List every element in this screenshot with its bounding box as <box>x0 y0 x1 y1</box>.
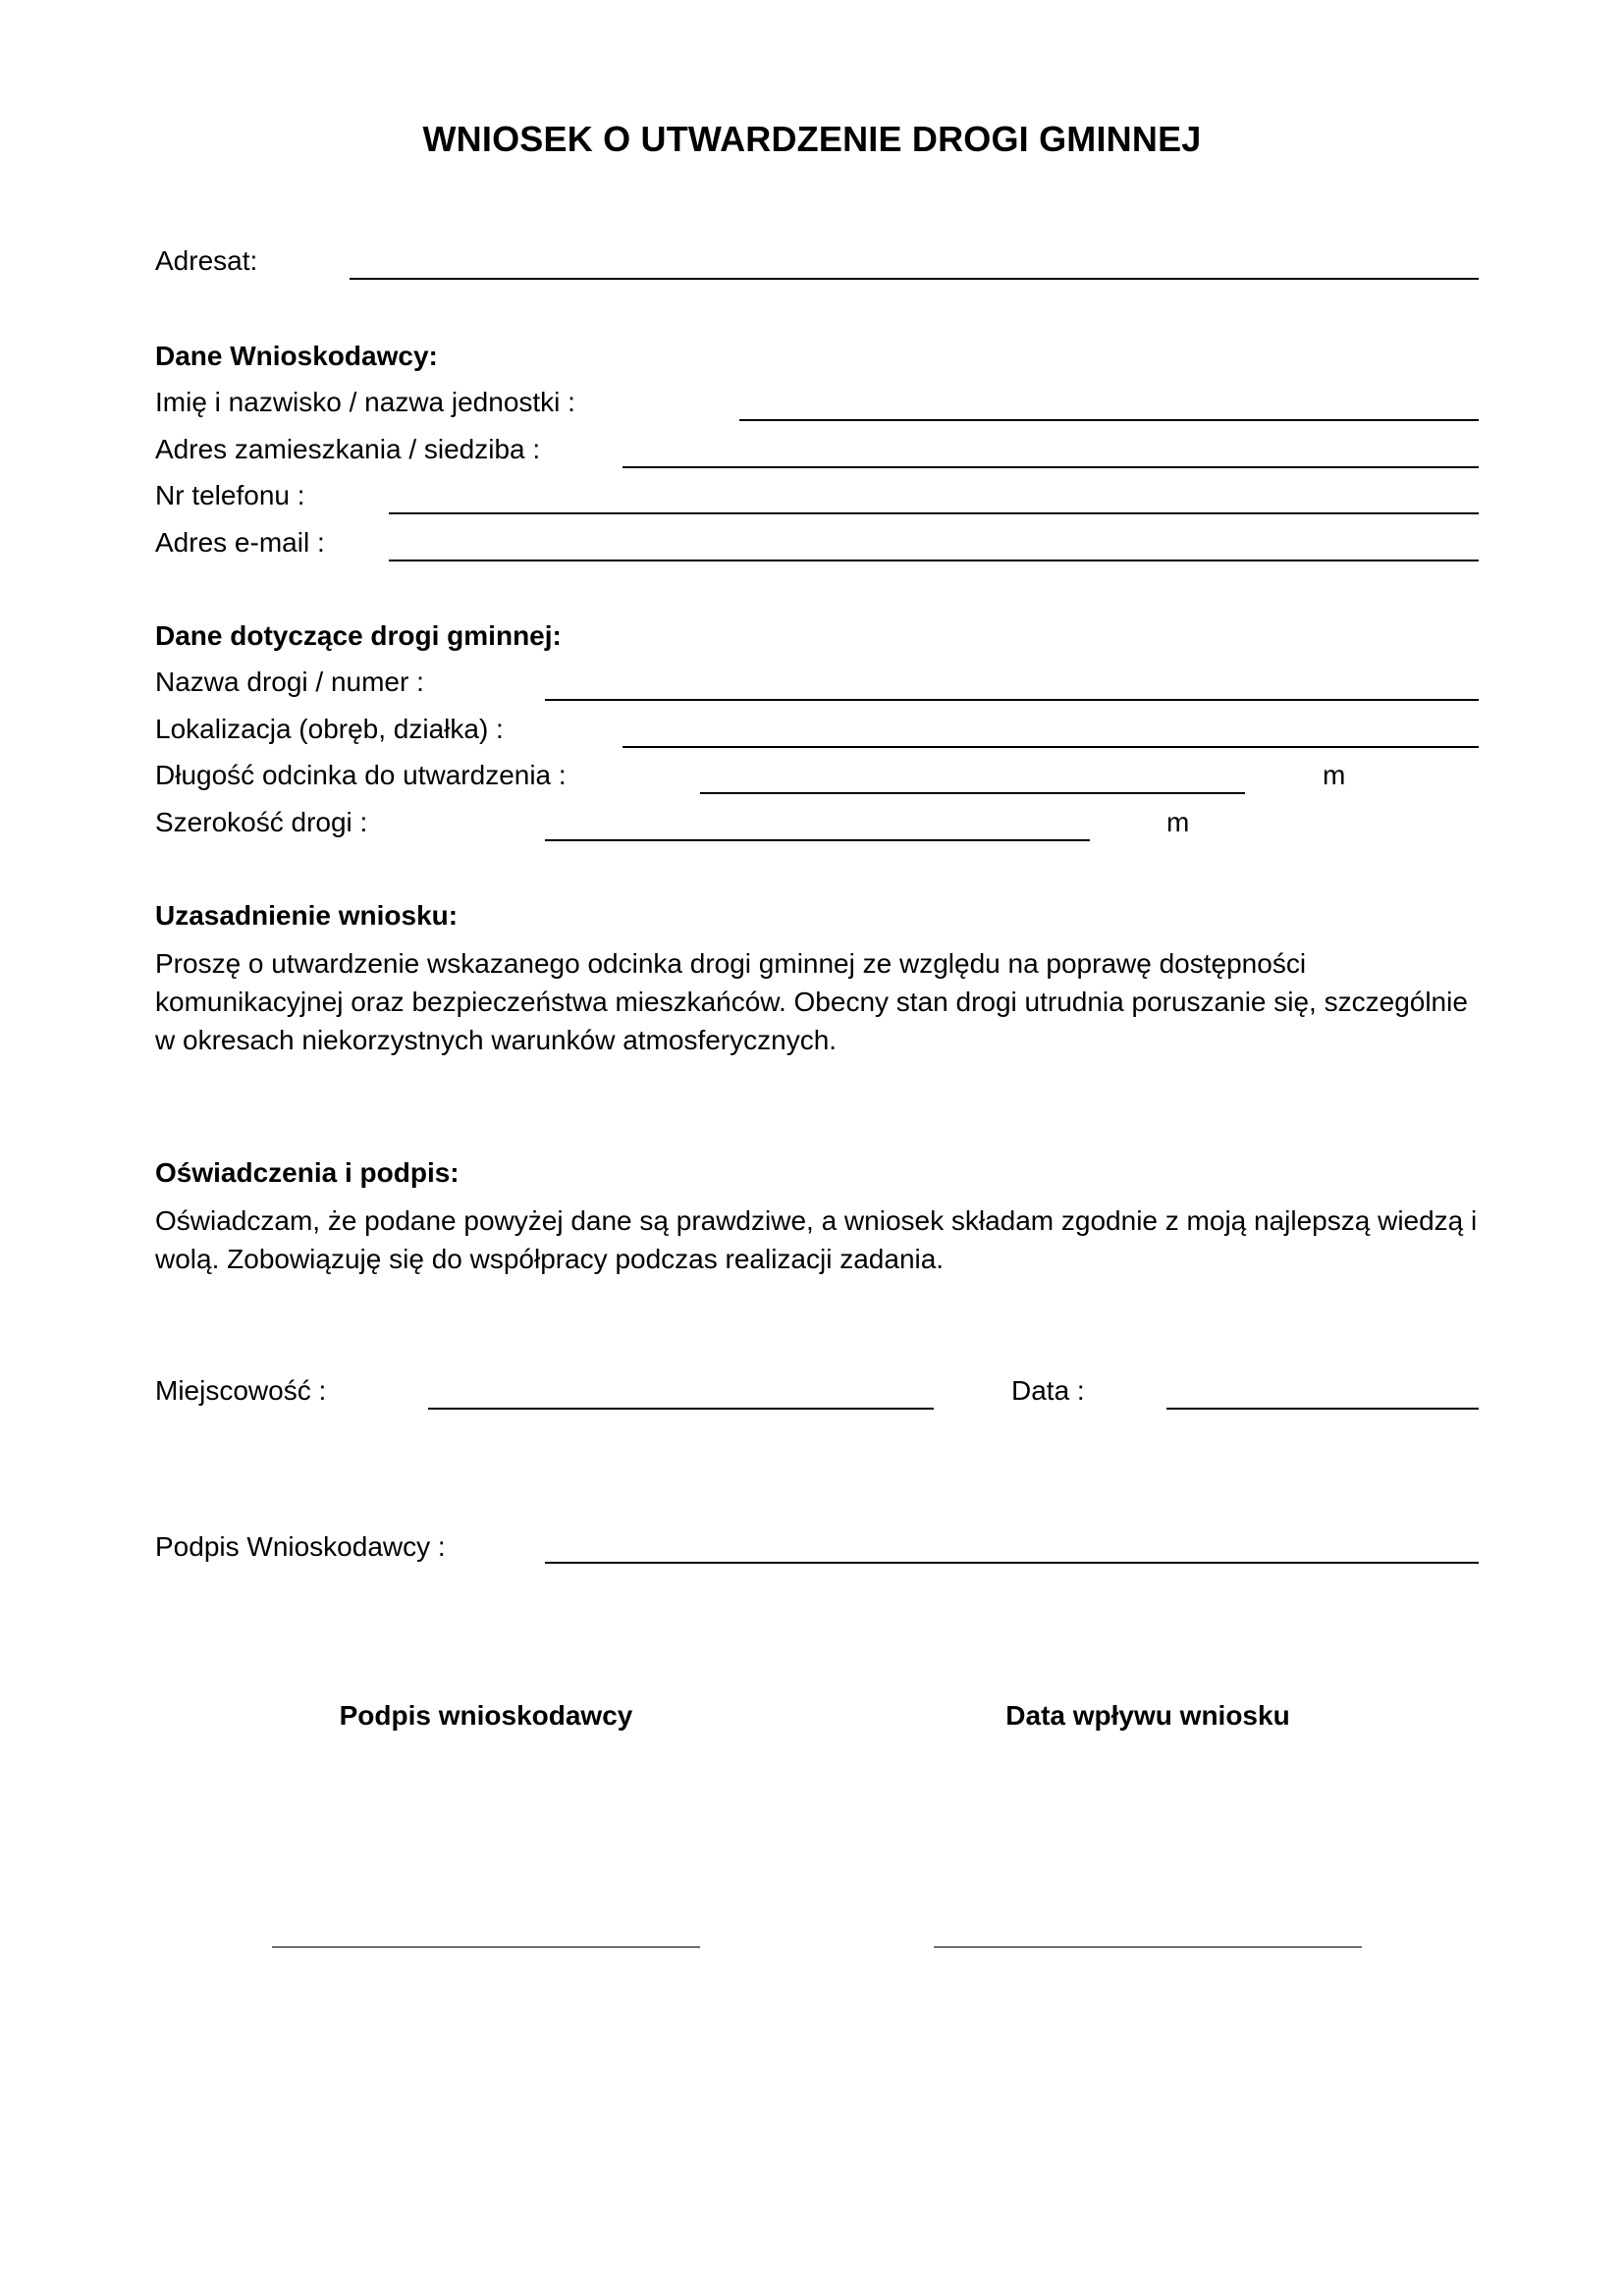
applicant-address-field[interactable] <box>623 466 1479 468</box>
form-title: WNIOSEK O UTWARDZENIE DROGI GMINNEJ <box>422 119 1202 159</box>
road-length-field[interactable] <box>700 792 1245 794</box>
place-field[interactable] <box>428 1408 934 1410</box>
road-location-field[interactable] <box>623 746 1479 748</box>
addressee-label: Adresat: <box>155 245 258 276</box>
addressee-field[interactable] <box>350 278 1479 280</box>
justification-line: Proszę o utwardzenie wskazanego odcinka drogi gminnej ze względu na poprawę dostępności <box>155 948 1307 979</box>
road-name-field[interactable] <box>545 699 1479 701</box>
applicant-email-field[interactable] <box>389 560 1479 561</box>
declaration-heading: Oświadczenia i podpis: <box>155 1157 460 1188</box>
footer-receipt-date-label: Data wpływu wniosku <box>1005 1700 1290 1731</box>
footer-applicant-signature-label: Podpis wnioskodawcy <box>339 1700 633 1731</box>
applicant-heading: Dane Wnioskodawcy: <box>155 341 438 371</box>
road-width-unit: m <box>1166 807 1190 837</box>
road-width-label: Szerokość drogi : <box>155 807 368 837</box>
justification-heading: Uzasadnienie wniosku: <box>155 900 459 931</box>
applicant-name-label: Imię i nazwisko / nazwa jednostki : <box>155 387 575 417</box>
applicant-email-label: Adres e-mail : <box>155 527 325 558</box>
declaration-line: Oświadczam, że podane powyżej dane są prawdziwe, a wniosek składam zgodnie z moją najlepszą wiedzą i <box>155 1205 1478 1236</box>
applicant-phone-label: Nr telefonu : <box>155 480 305 510</box>
justification-text <box>155 944 1490 1059</box>
road-length-unit: m <box>1323 760 1346 790</box>
footer-applicant-signature-field[interactable] <box>272 1947 700 1948</box>
road-location-label: Lokalizacja (obręb, działka) : <box>155 714 504 744</box>
declaration-line: wolą. Zobowiązuję się do współpracy podczas realizacji zadania. <box>155 1244 945 1274</box>
signature-field[interactable] <box>545 1562 1479 1564</box>
road-heading: Dane dotyczące drogi gminnej: <box>155 620 562 651</box>
applicant-name-field[interactable] <box>739 419 1479 421</box>
applicant-address-label: Adres zamieszkania / siedziba : <box>155 434 541 464</box>
declaration-text <box>155 1201 1490 1278</box>
place-label: Miejscowość : <box>155 1375 327 1406</box>
date-label: Data : <box>1011 1375 1085 1406</box>
footer-receipt-date-field[interactable] <box>934 1947 1362 1948</box>
road-width-field[interactable] <box>545 839 1090 841</box>
justification-line: w okresach niekorzystnych warunków atmosferycznych. <box>155 1025 838 1055</box>
road-length-label: Długość odcinka do utwardzenia : <box>155 760 567 790</box>
applicant-phone-field[interactable] <box>389 512 1479 514</box>
road-name-label: Nazwa drogi / numer : <box>155 667 424 697</box>
justification-line: komunikacyjnej oraz bezpieczeństwa mieszkańców. Obecny stan drogi utrudnia poruszanie się, szczególnie <box>155 987 1468 1017</box>
signature-label: Podpis Wnioskodawcy : <box>155 1531 446 1562</box>
date-field[interactable] <box>1166 1408 1479 1410</box>
